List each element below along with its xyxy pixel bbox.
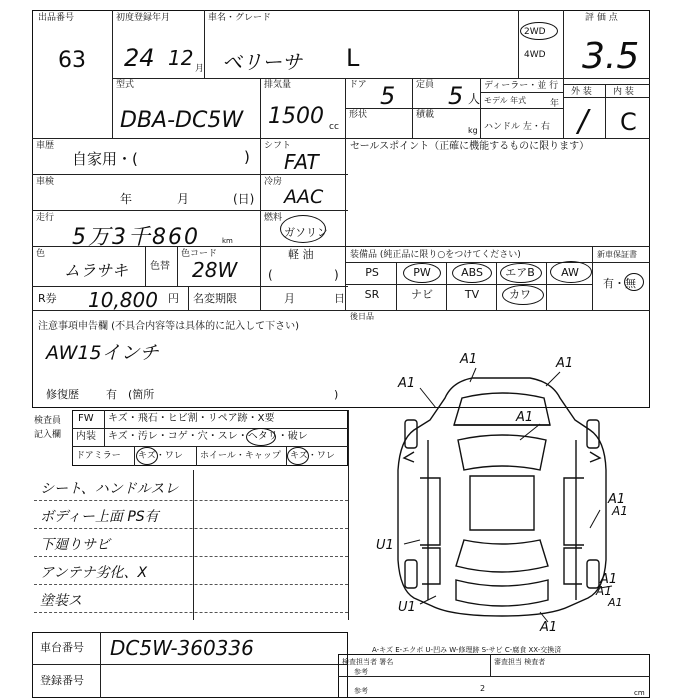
- aw-circle: [550, 261, 592, 283]
- damage-mark: A1: [596, 584, 612, 598]
- row1-items: キズ・飛石・ヒビ割・リペア跡・X要: [108, 413, 275, 424]
- equipment-sr: SR: [364, 288, 380, 301]
- fuel-label: 燃料: [264, 213, 283, 223]
- load-label: 積載: [416, 110, 435, 120]
- after-date-label: 後日品: [350, 312, 374, 321]
- fuel-gasoline: ガソリン: [284, 226, 328, 239]
- kg-unit: kg: [468, 126, 478, 135]
- recycle-value: 10,800: [88, 288, 158, 312]
- remark-line: アンテナ劣化、X: [40, 565, 148, 581]
- divider: [345, 78, 346, 310]
- model-year-label: モデル 年式: [484, 96, 527, 105]
- inspection-year: 年: [120, 192, 133, 206]
- divider: [204, 10, 205, 78]
- first-reg-label: 初度登録年月: [116, 13, 171, 23]
- remark-line: 下廻りサビ: [40, 537, 110, 553]
- yen-unit: 円: [168, 292, 179, 305]
- divider: [196, 446, 197, 466]
- shape-label: 形状: [349, 110, 368, 120]
- damage-mark: U1: [398, 600, 416, 615]
- pw-circle: [403, 263, 441, 283]
- damage-mark: A1: [608, 596, 623, 609]
- fuel-diesel: 軽 油: [288, 248, 314, 261]
- first-reg-month: 12: [168, 46, 194, 70]
- damage-legend: A-キズ E-エクボ U-凹み W-修理跡 S-サビ C-腐食 XX-交換済: [372, 646, 562, 654]
- divider: [563, 84, 650, 85]
- model-label: 型式: [116, 80, 135, 90]
- warranty-circle: [624, 273, 644, 291]
- divider: [605, 84, 606, 138]
- divider: [338, 676, 650, 677]
- row3-a: ドアミラー: [76, 451, 121, 461]
- divider: [32, 286, 348, 287]
- field-b: 2: [480, 684, 486, 693]
- capacity: 5: [448, 82, 464, 110]
- model: DBA-DC5W: [120, 108, 244, 133]
- repair-close: ): [334, 388, 339, 401]
- fuel-paren-close: ): [334, 268, 339, 282]
- inspector-label: 検査員 記入欄: [34, 416, 62, 440]
- shift-label: シフト: [264, 141, 292, 151]
- divider: [260, 174, 345, 175]
- equipment-abs: ABS: [461, 266, 483, 279]
- mileage-value: 5万3千860: [72, 225, 200, 250]
- equipment-ps: PS: [365, 266, 379, 279]
- remark-line: シート、ハンドルスレ: [40, 481, 179, 497]
- divider: [34, 556, 348, 557]
- drive-2wd: 2WD: [524, 27, 546, 37]
- cm-unit: cm: [634, 689, 645, 697]
- month-unit: 月: [195, 64, 205, 74]
- reg-no-label: 登録番号: [40, 674, 84, 687]
- divider: [260, 210, 345, 211]
- divider: [396, 262, 397, 310]
- divider: [72, 446, 348, 447]
- divider: [34, 528, 348, 529]
- divider: [446, 262, 447, 310]
- cc-unit: cc: [329, 122, 339, 132]
- damage-mark: A1: [460, 352, 478, 367]
- persons-unit: 人: [468, 92, 481, 106]
- divider: [34, 500, 348, 501]
- equipment-airbag: エアB: [505, 266, 535, 279]
- handle-label: ハンドル 左・右: [484, 122, 550, 132]
- history-label: 車歴: [36, 141, 55, 151]
- wear-circle: [246, 428, 276, 446]
- damage-mark: A1: [612, 504, 628, 518]
- interior-grade: C: [620, 108, 637, 136]
- divider: [34, 584, 348, 585]
- damage-mark: U1: [376, 538, 394, 553]
- divider: [34, 612, 348, 613]
- divider: [104, 410, 105, 446]
- damage-mark: A1: [516, 410, 534, 425]
- acceptance-label: 審査担当 検査者: [494, 658, 546, 666]
- inspection-day: (日): [233, 192, 255, 206]
- inspector-signature-label: 検査担当者 署名: [342, 658, 394, 666]
- divider: [112, 10, 113, 138]
- divider: [546, 262, 547, 310]
- divider: [345, 284, 592, 285]
- equipment-label: 装備品 (純正品に限り○をつけてください): [350, 250, 521, 260]
- lot-no-label: 出品番号: [38, 13, 75, 23]
- divider: [177, 246, 178, 286]
- damage-mark: A1: [540, 620, 558, 635]
- color-code: 28W: [192, 258, 238, 282]
- damage-mark: A1: [608, 492, 626, 507]
- divider: [490, 654, 491, 676]
- month-unit-2: 月: [284, 292, 295, 305]
- cooler-label: 冷房: [264, 177, 283, 187]
- damage-mark: A1: [398, 376, 416, 391]
- remark-line: ボディー上面 PS有: [40, 509, 159, 525]
- color-label: 色: [36, 249, 46, 259]
- divider: [134, 446, 135, 466]
- lot-no: 63: [58, 48, 86, 73]
- divider: [563, 10, 564, 138]
- divider: [193, 470, 194, 620]
- chassis-label: 車台番号: [40, 641, 84, 654]
- capacity-label: 定員: [416, 80, 435, 90]
- new-car-warranty-label: 新車保証書: [597, 250, 637, 259]
- score-label: 評 価 点: [585, 13, 618, 23]
- grade: L: [346, 44, 360, 72]
- drive-4wd: 4WD: [524, 50, 546, 60]
- doors-label: ドア: [349, 80, 367, 90]
- history-value: 自家用・(: [72, 150, 138, 168]
- first-reg-year: 24: [124, 44, 155, 72]
- damage-mark: A1: [556, 356, 574, 371]
- notes-label: 注意事項申告欄 (不具合内容等は具体的に記入して下さい): [38, 321, 299, 332]
- reference-label: 参考: [354, 668, 368, 676]
- history-close: ): [244, 148, 250, 166]
- color-value: ムラサキ: [64, 261, 129, 280]
- row3-c: ホイール・キャップ: [200, 451, 281, 461]
- row2-items: キズ・汚レ・コゲ・穴・スレ・ヘタリ・破レ: [108, 431, 308, 442]
- divider: [188, 286, 189, 310]
- mirror-scratch-circle: [136, 447, 158, 465]
- year-unit: 年: [550, 99, 560, 109]
- leather-circle: [502, 285, 544, 305]
- cooler-value: AAC: [284, 186, 324, 208]
- reg-expiry-label: 名変期限: [193, 292, 237, 305]
- displacement-label: 排気量: [264, 80, 292, 90]
- inspection-month: 月: [177, 192, 190, 206]
- divider: [260, 78, 261, 138]
- repair-yes: 有: [106, 388, 117, 401]
- shift-value: FAT: [284, 150, 319, 174]
- doors: 5: [380, 82, 396, 110]
- abs-circle: [452, 263, 492, 283]
- divider: [145, 246, 146, 286]
- repair-label: 修復歴: [46, 388, 79, 401]
- divider: [72, 428, 348, 429]
- inspection-label: 車検: [36, 177, 55, 187]
- divider: [32, 664, 348, 665]
- exterior-label: 外 装: [571, 87, 592, 97]
- sales-point-label: セールスポイント（正確に機能するものに限ります）: [350, 141, 590, 152]
- interior-label: 内 装: [613, 87, 634, 97]
- warranty-value: 有・無: [603, 277, 636, 290]
- color-code-label: 色コード: [181, 249, 218, 259]
- divider: [592, 246, 593, 310]
- field-a: 参考: [354, 687, 368, 695]
- exterior-grade: /: [578, 104, 589, 139]
- divider: [345, 262, 650, 263]
- repair-loc: (箇所: [128, 388, 155, 401]
- chassis-value: DC5W-360336: [110, 636, 254, 660]
- row1-head: FW: [78, 413, 94, 424]
- divider: [100, 632, 101, 698]
- divider: [32, 138, 650, 139]
- divider: [518, 10, 519, 78]
- divider: [563, 97, 650, 98]
- displacement: 1500: [268, 104, 324, 129]
- notes-value: AW15インチ: [46, 342, 159, 364]
- equipment-pw: PW: [413, 266, 431, 279]
- color-change-label: 色替: [150, 261, 170, 272]
- row2-head: 内装: [76, 431, 96, 442]
- divider: [496, 262, 497, 310]
- equipment-tv: TV: [464, 288, 480, 301]
- recycle-label: R券: [38, 292, 57, 305]
- day-unit: 日: [334, 292, 345, 305]
- equipment-navi: ナビ: [411, 288, 433, 301]
- divider: [260, 138, 261, 310]
- score: 3.5: [582, 36, 640, 77]
- wheel-scratch-circle: [287, 447, 309, 465]
- fuel-paren-open: (: [268, 268, 273, 282]
- km-unit: km: [222, 237, 233, 245]
- row3-b: キズ・ワレ: [138, 451, 183, 461]
- equipment-leather: カワ: [509, 288, 531, 301]
- damage-mark: A1: [600, 572, 618, 587]
- name-grade-label: 車名・グレード: [208, 13, 272, 23]
- row3-d: キズ・ワレ: [290, 451, 335, 461]
- divider: [348, 410, 349, 620]
- equipment-aw: AW: [561, 266, 579, 279]
- airbag-circle: [500, 263, 542, 283]
- mileage-label: 走行: [36, 213, 55, 223]
- car-name: ベリーサ: [222, 50, 302, 74]
- remark-line: 塗装ス: [40, 593, 82, 609]
- dealer-label: ディーラー・並 行: [484, 81, 559, 91]
- divider: [112, 78, 650, 79]
- divider: [480, 92, 563, 93]
